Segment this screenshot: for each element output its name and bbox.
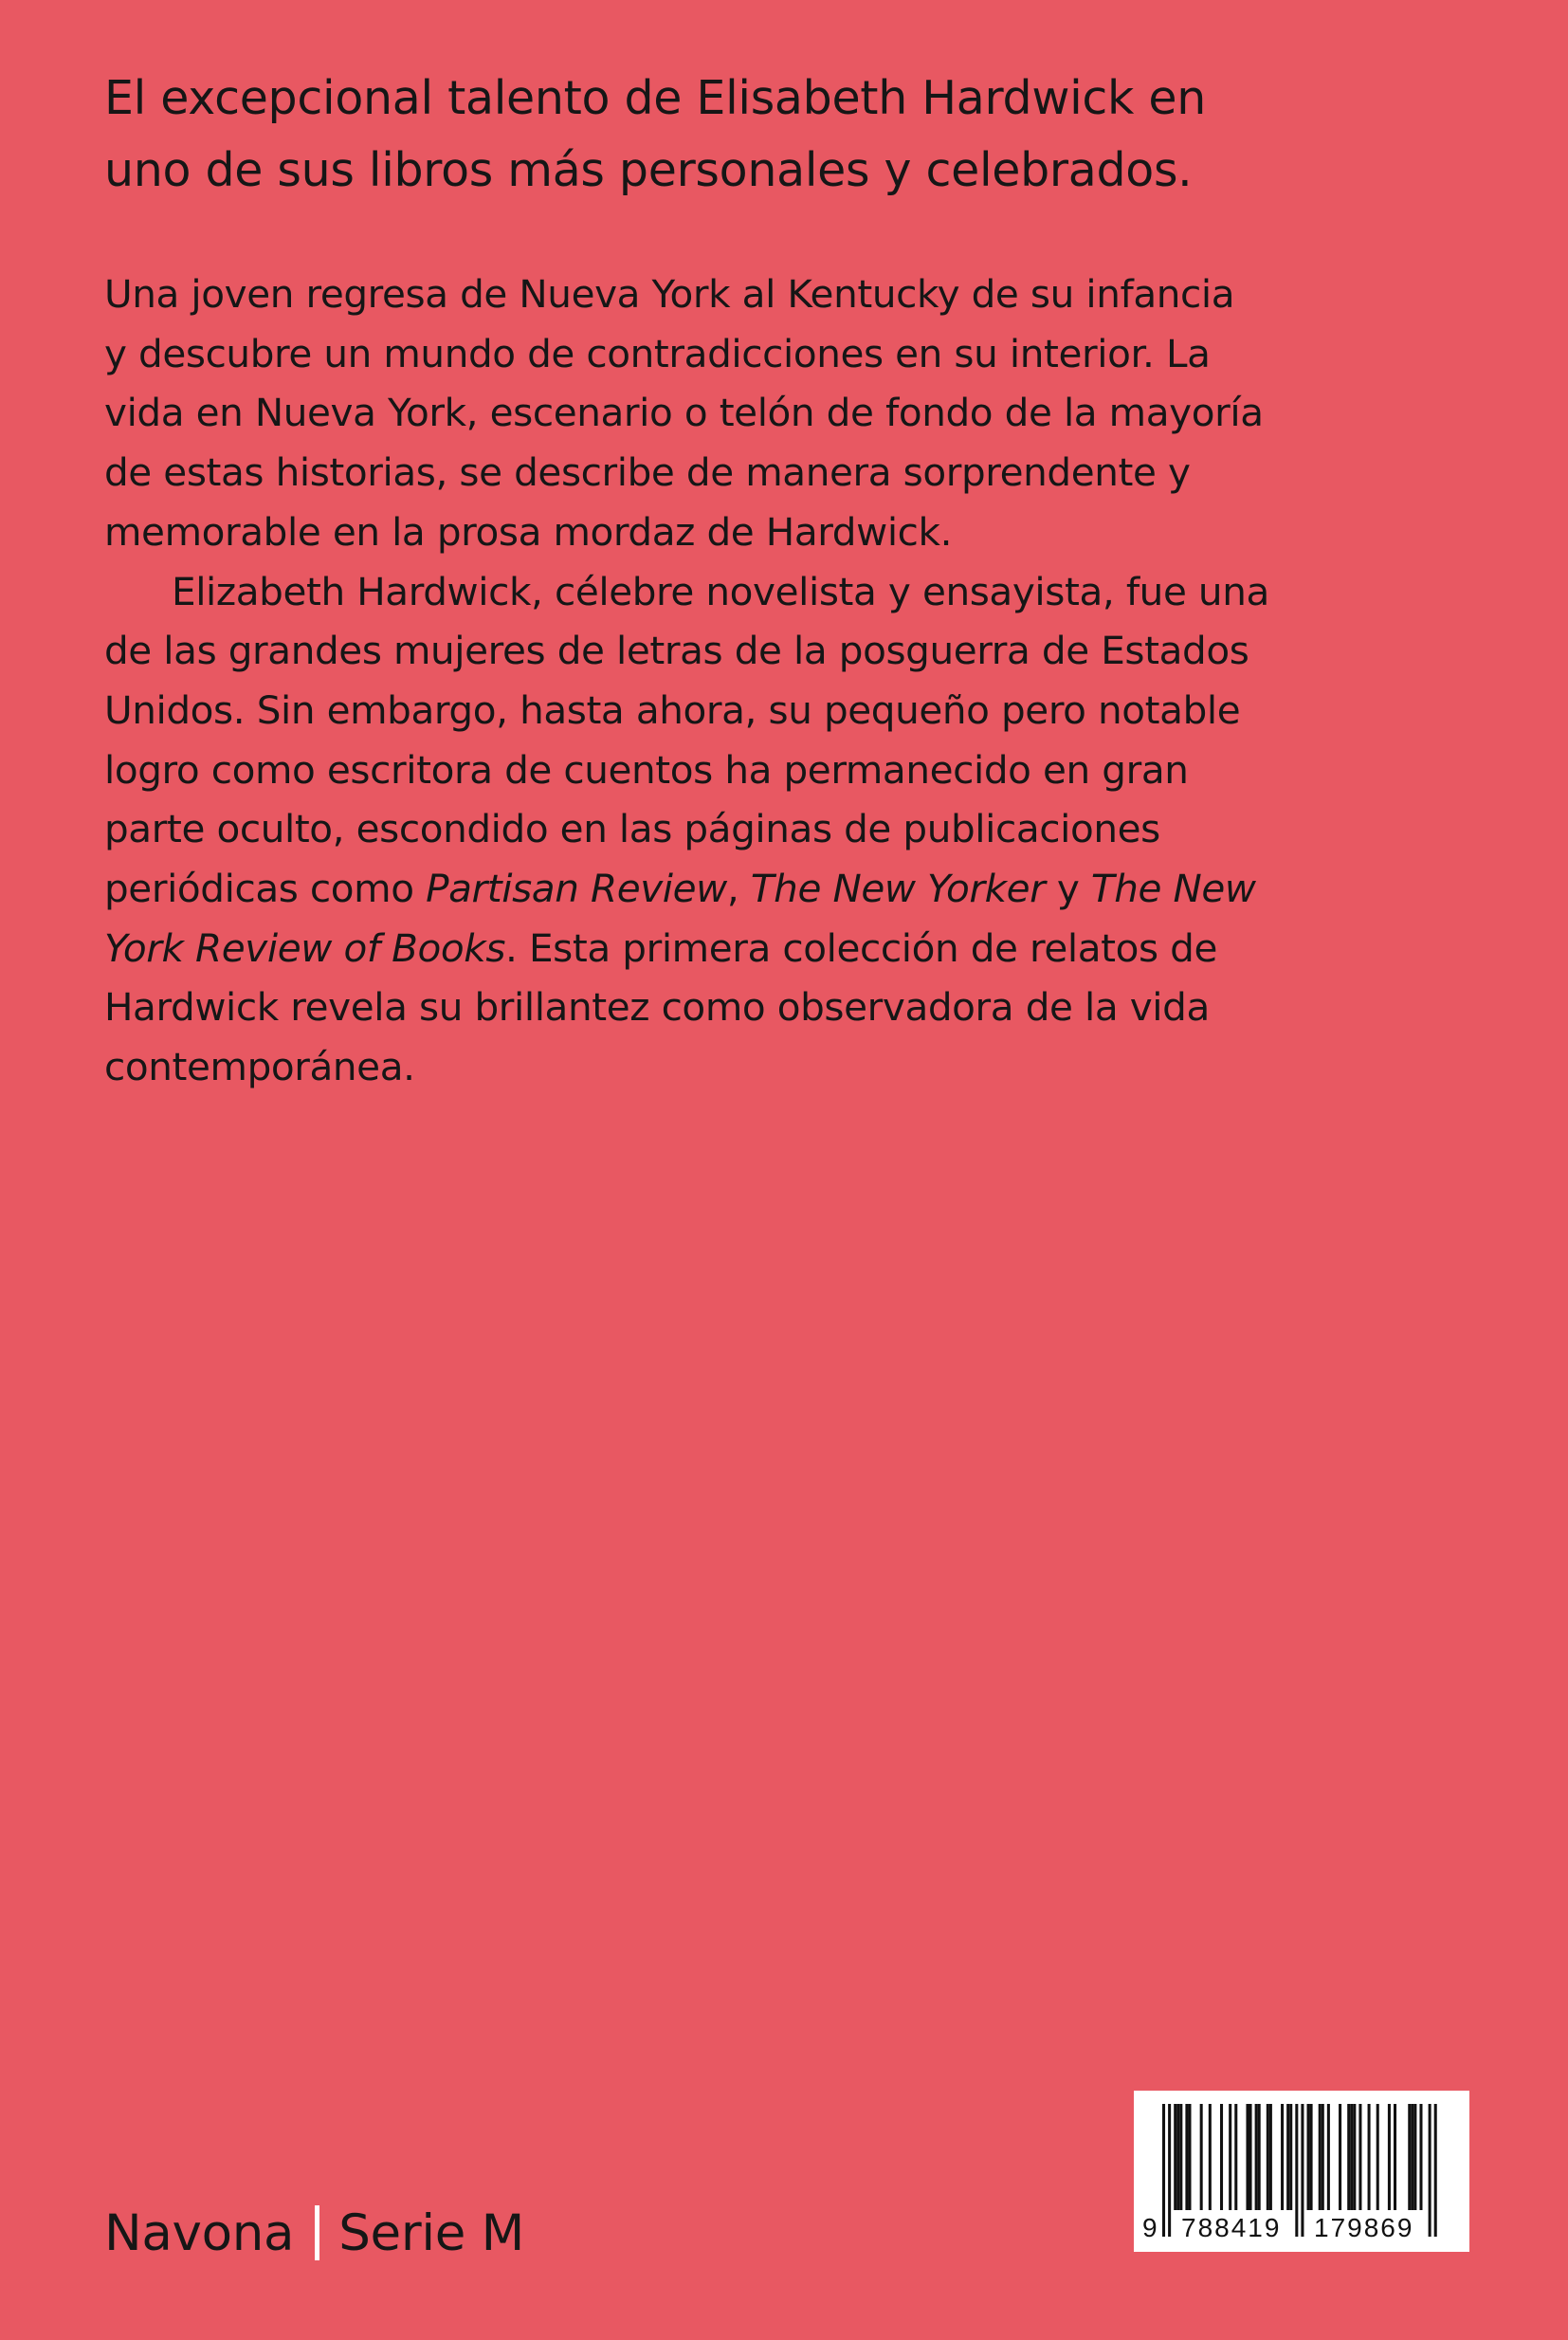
barcode-bar [1200, 2104, 1203, 2210]
barcode-bar [1319, 2104, 1322, 2210]
blurb-line: Elizabeth Hardwick, célebre novelista y ensayista, fue una [172, 568, 1269, 614]
barcode-bar [1394, 2104, 1396, 2210]
blurb-line: memorable en la prosa mordaz de Hardwick. [104, 508, 953, 555]
blurb-text: . Esta primera colección de relatos de [505, 924, 1218, 971]
barcode-bar [1289, 2104, 1292, 2210]
barcode-bar [1246, 2104, 1249, 2210]
barcode-bar [1368, 2104, 1371, 2210]
blurb-line-with-titles [104, 919, 1337, 978]
blurb-line: Hardwick revela su brillantez como observadora de la vida [104, 984, 1210, 1031]
blurb-line: de estas historias, se describe de manera sorprendente y [104, 449, 1191, 496]
barcode-bar [1408, 2104, 1411, 2210]
barcode-bar [1347, 2104, 1350, 2210]
blurb-line: Unidos. Sin embargo, hasta ahora, su pequeño pero notable [104, 686, 1241, 733]
barcode-bar [1377, 2104, 1379, 2210]
barcode-bar [1255, 2104, 1258, 2210]
headline-line: El excepcional talento de Elisabeth Hardwick en [104, 71, 1206, 125]
barcode-bar [1234, 2104, 1237, 2210]
publisher-imprint [104, 2200, 524, 2266]
barcode-bar [1353, 2104, 1356, 2210]
barcode-bar [1429, 2104, 1431, 2237]
barcode-bar [1249, 2104, 1252, 2210]
blurb-line: Una joven regresa de Nueva York al Kentucky de su infancia [104, 271, 1235, 317]
blurb-line: de las grandes mujeres de letras de la posguerra de Estados [104, 628, 1249, 674]
barcode-bar [1322, 2104, 1324, 2210]
barcode-bar [1301, 2104, 1304, 2237]
barcode-bar [1413, 2104, 1416, 2210]
barcode-bar [1258, 2104, 1261, 2210]
barcode-bar [1174, 2104, 1176, 2210]
barcode-bar [1185, 2104, 1188, 2210]
barcode-bar [1339, 2104, 1341, 2210]
barcode-bar [1350, 2104, 1353, 2210]
blurb-text: periódicas como [104, 866, 427, 912]
barcode-bar [1295, 2104, 1298, 2237]
barcode-bar [1434, 2104, 1437, 2237]
barcode-bar [1220, 2104, 1223, 2210]
blurb-line: logro como escritora de cuentos ha permanecido en gran [104, 746, 1189, 793]
barcode-bar [1281, 2104, 1284, 2210]
publisher-name: Navona [104, 2203, 295, 2262]
barcode-bar [1229, 2104, 1231, 2210]
blurb-line: vida en Nueva York, escenario o telón de fondo de la mayoría [104, 390, 1264, 436]
blurb-text: y [1045, 866, 1091, 912]
isbn-barcode [1134, 2091, 1469, 2252]
barcode-bar [1419, 2104, 1422, 2210]
headline-line: uno de sus libros más personales y celebrados. [104, 143, 1193, 197]
barcode-bar [1358, 2104, 1361, 2210]
publication-title-nyrb-part1: The New [1090, 866, 1256, 912]
blurb-line-with-titles [104, 859, 1337, 919]
isbn-right-group: 179869 [1314, 2213, 1414, 2242]
barcode-bar [1267, 2104, 1269, 2210]
blurb-line: y descubre un mundo de contradicciones en su interior. La [104, 330, 1211, 376]
publication-title-nyrb-part2: York Review of Books [104, 924, 506, 971]
barcode-bar [1310, 2104, 1313, 2210]
barcode-bar [1188, 2104, 1191, 2210]
isbn-first-digit: 9 [1142, 2213, 1159, 2242]
barcode-bar [1327, 2104, 1330, 2210]
barcode-bar [1388, 2104, 1391, 2210]
back-cover-blurb [104, 265, 1337, 1097]
barcode-bar [1209, 2104, 1212, 2210]
barcode-bar [1286, 2104, 1289, 2210]
blurb-line: contemporánea. [104, 1044, 415, 1090]
barcode-bar [1168, 2104, 1171, 2237]
barcode-bar [1411, 2104, 1413, 2210]
blurb-text: , [726, 866, 751, 912]
imprint-divider [315, 2205, 319, 2260]
blurb-line: parte oculto, escondido en las páginas de publicaciones [104, 806, 1160, 852]
series-name: Serie M [338, 2203, 525, 2262]
barcode-bar [1269, 2104, 1272, 2210]
barcode-bar [1162, 2104, 1165, 2237]
publication-title-new-yorker: The New Yorker [750, 866, 1046, 912]
publication-title-partisan-review: Partisan Review [426, 866, 727, 912]
headline [104, 63, 1337, 207]
barcode-bar [1307, 2104, 1310, 2210]
barcode-bar [1179, 2104, 1182, 2210]
barcode-bar [1176, 2104, 1179, 2210]
isbn-left-group: 788419 [1181, 2213, 1282, 2242]
